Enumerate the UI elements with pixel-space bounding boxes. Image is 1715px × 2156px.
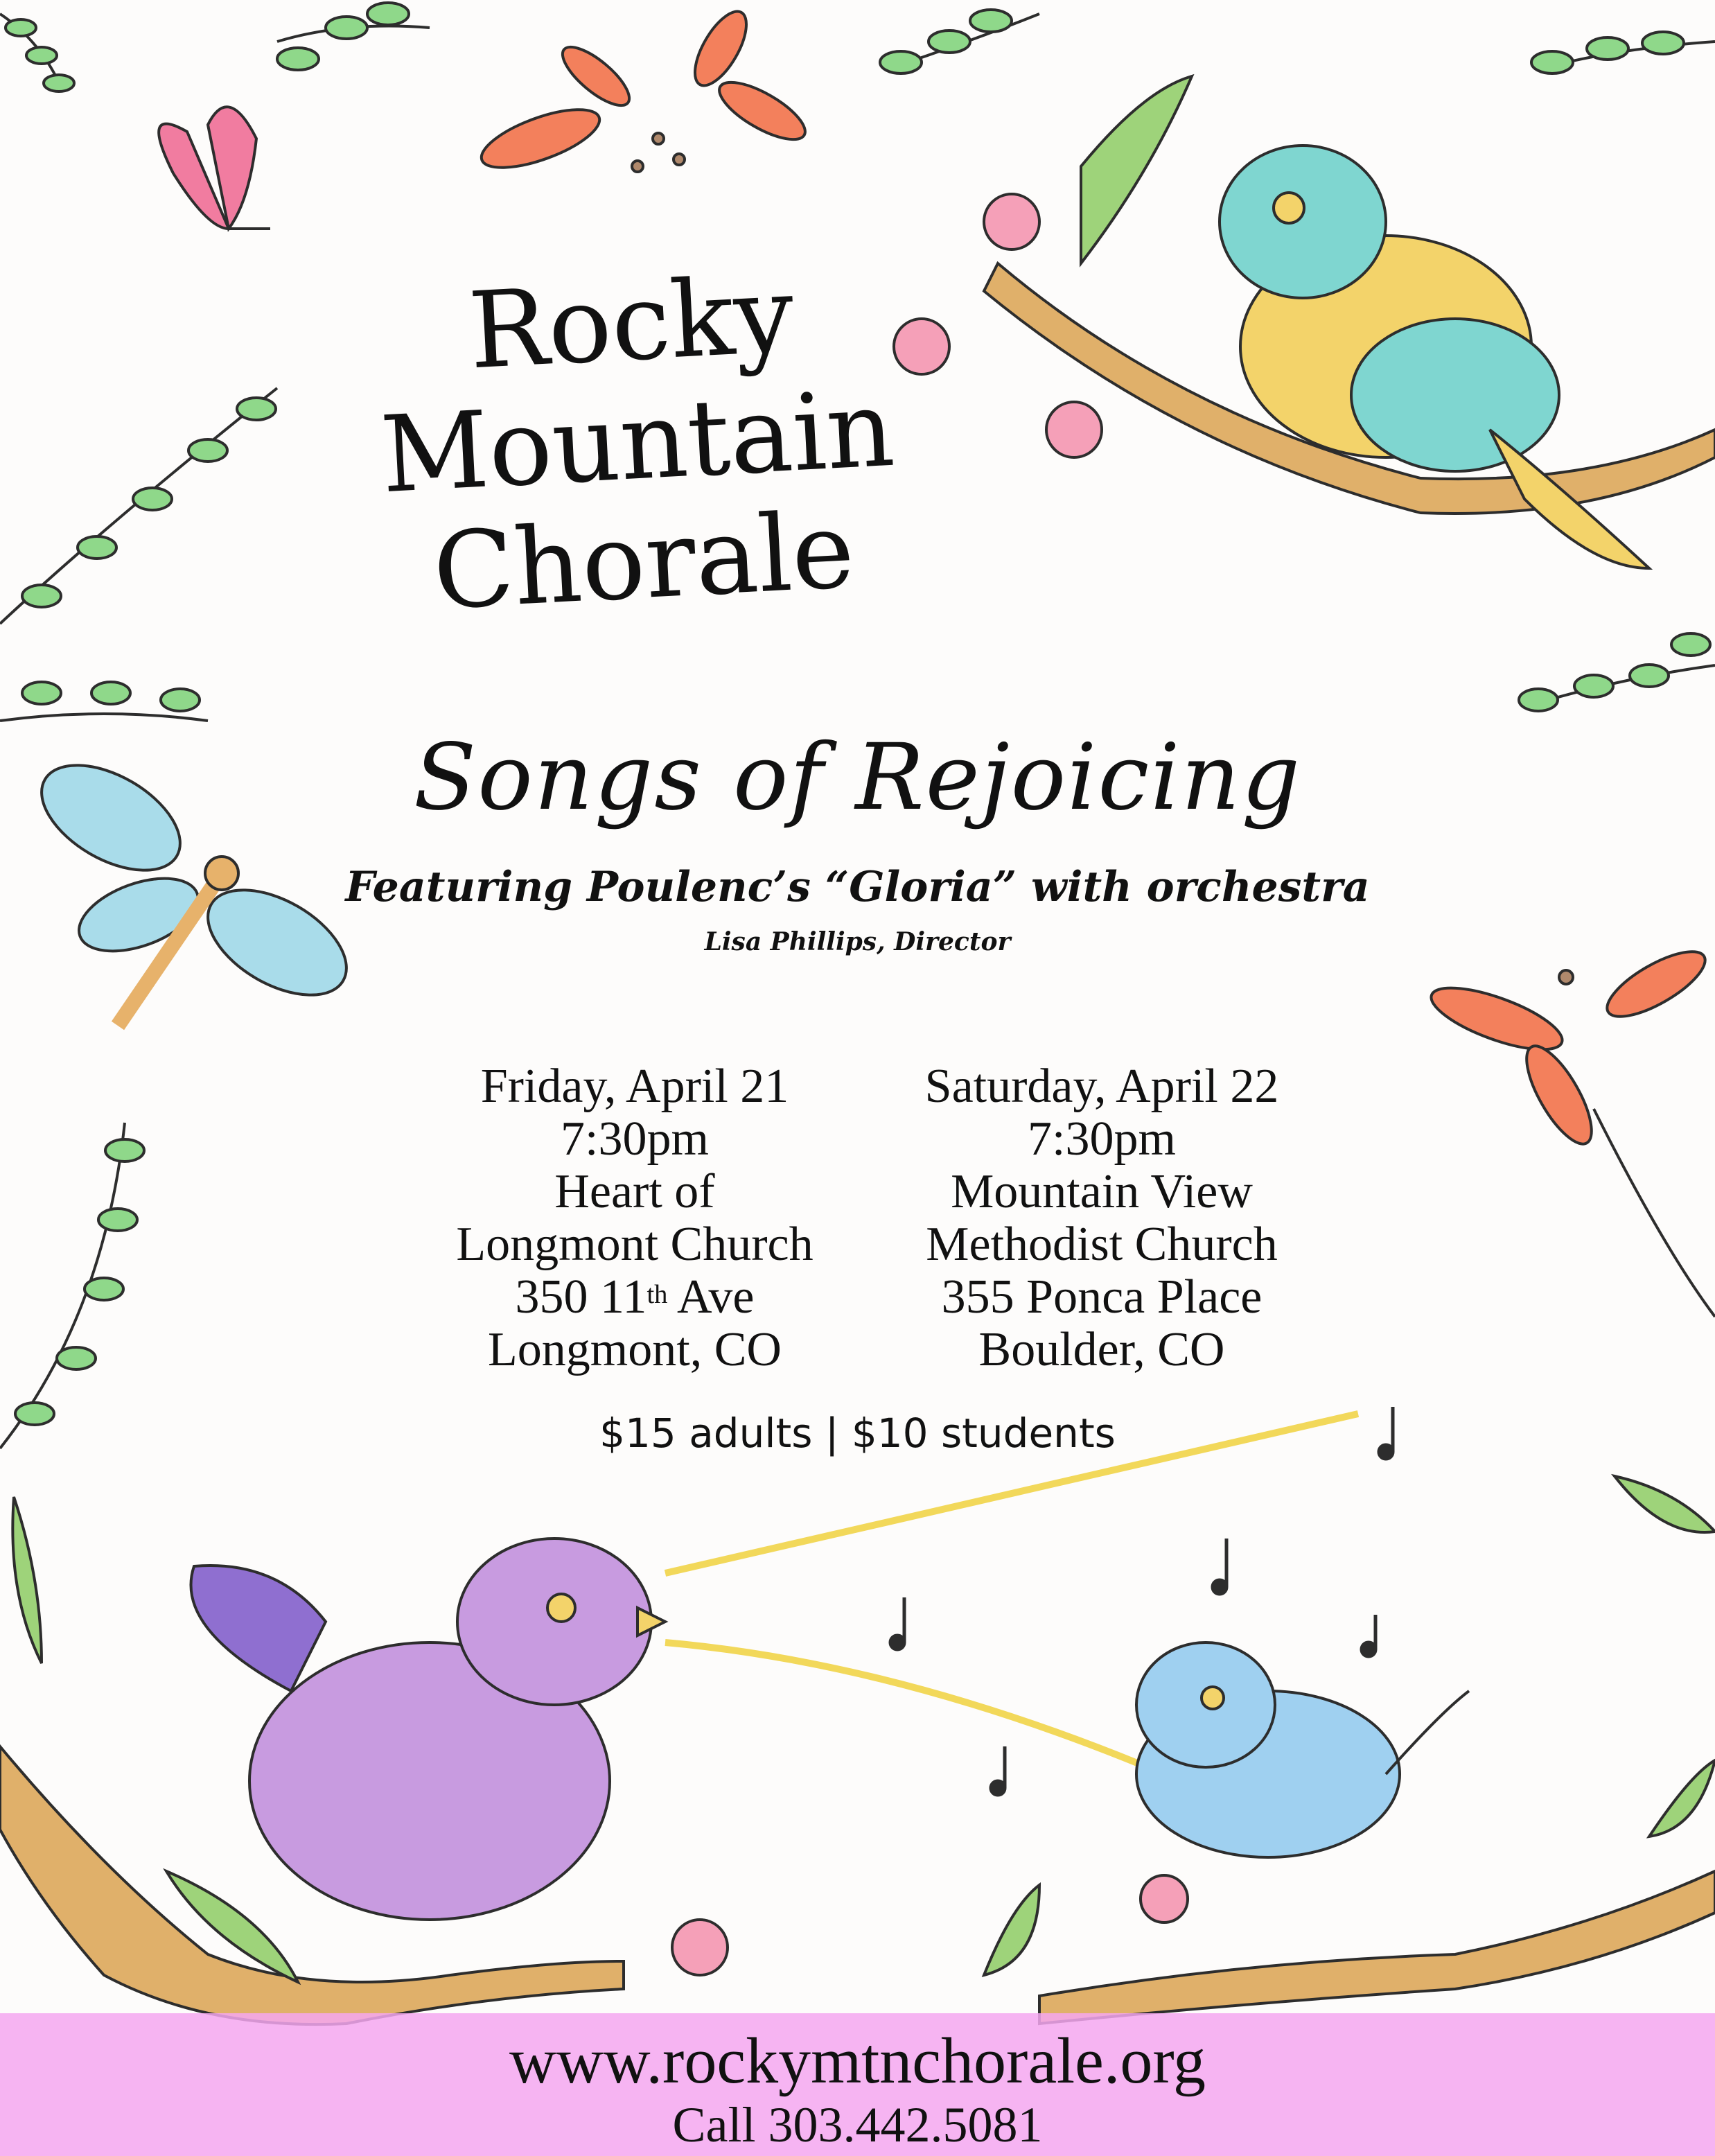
event-friday <box>413 1060 856 1376</box>
event-venue-line-1: Heart of <box>554 1165 715 1218</box>
address-number: 350 11 <box>515 1270 647 1324</box>
choir-name-line-2: Mountain <box>378 367 897 517</box>
event-time: 7:30pm <box>561 1112 709 1166</box>
address-street: Ave <box>667 1270 755 1324</box>
orange-flower-right <box>1425 940 1715 1317</box>
choir-name <box>317 247 958 637</box>
leaf-vine-lower-left <box>0 1123 144 1448</box>
director-credit: Lisa Phillips, Director <box>704 927 1011 956</box>
event-day: Friday, April 21 <box>480 1060 789 1113</box>
orange-flower-top <box>475 4 813 179</box>
choir-name-line-1: Rocky <box>466 253 797 393</box>
event-venue-line-2: Longmont Church <box>456 1218 813 1271</box>
featuring-line: Featuring Poulenc’s “Gloria” with orchestra <box>345 863 1370 911</box>
phone-number: Call 303.442.5081 <box>672 2097 1043 2153</box>
leaf-sprig-top-left <box>0 14 74 91</box>
event-venue-line-2: Methodist Church <box>926 1218 1278 1271</box>
pink-flowers-bottom <box>672 1875 1188 1975</box>
blue-bird-small <box>1136 1642 1469 1857</box>
ticket-prices: $15 adults | $10 students <box>599 1410 1116 1457</box>
leaf-sprig-right <box>1519 633 1715 711</box>
event-city: Boulder, CO <box>978 1323 1225 1376</box>
address-ordinal: th <box>647 1280 668 1309</box>
event-saturday <box>880 1060 1323 1376</box>
event-address: 355 Ponca Place <box>941 1270 1263 1324</box>
event-venue-line-1: Mountain View <box>951 1165 1253 1218</box>
concert-title: Songs of Rejoicing <box>413 724 1302 831</box>
event-day: Saturday, April 22 <box>924 1060 1279 1113</box>
leaf-sprig-top-right <box>880 10 1715 73</box>
pink-butterfly <box>159 107 270 229</box>
choir-name-line-3: Chorale <box>430 488 857 633</box>
leaf-vine-left <box>0 388 277 721</box>
event-time: 7:30pm <box>1028 1112 1176 1166</box>
event-address <box>413 1271 856 1324</box>
leaf-sprig-top-center <box>277 3 430 70</box>
event-city: Longmont, CO <box>488 1323 782 1376</box>
purple-bird <box>191 1539 666 1920</box>
website-link[interactable]: www.rockymtnchorale.org <box>509 2025 1206 2097</box>
